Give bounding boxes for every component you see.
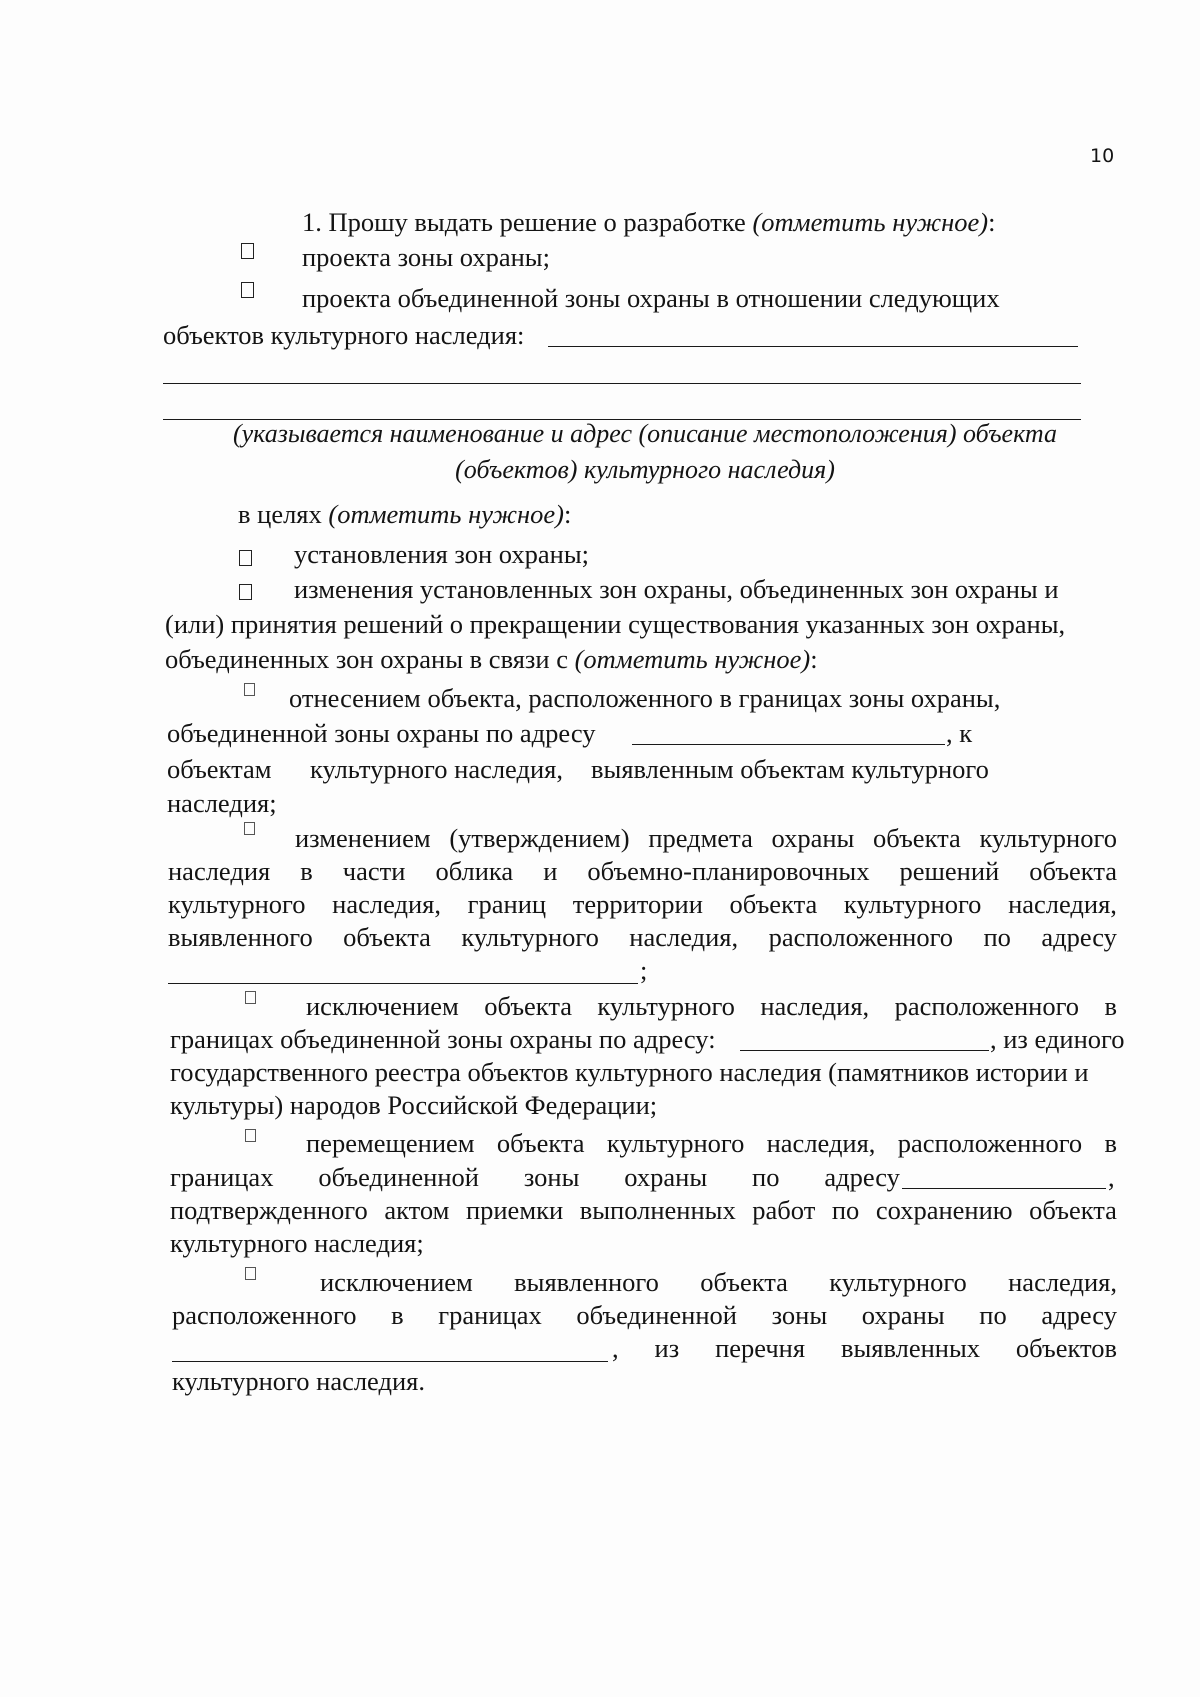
reason-1-address-line[interactable] <box>632 744 945 745</box>
r2-l2-w2: части <box>342 856 406 886</box>
checkbox-reason-reclassification[interactable] <box>244 683 255 696</box>
r2-l3-w3: территории <box>572 889 703 919</box>
request-intro-text: 1. Прошу выдать решение о разработке <box>302 207 753 237</box>
r4-l2-w1: объединенной <box>318 1162 479 1192</box>
r5-l2-w7: адресу <box>1041 1300 1117 1330</box>
reason-3-address-line[interactable] <box>740 1050 989 1051</box>
request-intro-note: (отметить нужное) <box>752 207 989 237</box>
reason-2-line-2 <box>168 854 1117 888</box>
r5-l1-w2: объекта <box>700 1267 788 1297</box>
r2-l4-w6: адресу <box>1041 922 1117 952</box>
checkbox-reason-relocation[interactable] <box>245 1129 256 1142</box>
r3-l1-w2: культурного <box>597 991 735 1021</box>
r2-l4-w1: объекта <box>343 922 431 952</box>
r4-l2-addr: адресу <box>824 1162 900 1192</box>
r5-l2-w2: границах <box>438 1300 542 1330</box>
r2-l2-w3: облика <box>435 856 514 886</box>
r4-l1-w4: расположенного <box>897 1128 1083 1158</box>
r2-l2-w4: и <box>543 856 558 886</box>
reason-4-line-2 <box>170 1160 900 1194</box>
r2-l2-w5: объемно-планировочных <box>587 856 870 886</box>
reason-5-line-2 <box>172 1298 1117 1332</box>
r4-l3-w4: работ <box>752 1195 816 1225</box>
r2-l1-w2: предмета <box>648 823 753 853</box>
option-project-united-zone: проекта объединенной зоны охраны в отношении следующих <box>302 283 1000 313</box>
r5-l2-w1: в <box>391 1300 404 1330</box>
reason-2-address-line[interactable] <box>168 983 638 984</box>
r3-l1-w4: расположенного <box>894 991 1080 1021</box>
request-intro <box>302 205 995 239</box>
r2-l4-w0: выявленного <box>168 922 313 952</box>
r4-l1-w0: перемещением <box>306 1128 475 1158</box>
checkbox-project-united-zone[interactable] <box>241 282 254 298</box>
checkbox-reason-subject-change[interactable] <box>244 822 255 835</box>
r2-l4-w5: по <box>983 922 1011 952</box>
reason-3-line-1 <box>306 989 1117 1023</box>
reason-4-line-4: культурного наследия; <box>170 1228 424 1258</box>
checkbox-establish-zones[interactable] <box>239 550 252 566</box>
reason-2-line-3 <box>168 887 1117 921</box>
r5-l2-w6: по <box>979 1300 1007 1330</box>
r4-l3-w0: подтвержденного <box>170 1195 368 1225</box>
r2-l2-w7: объекта <box>1029 856 1117 886</box>
r2-l1-w1: (утверждением) <box>449 823 630 853</box>
r5-l3-w2: перечня <box>715 1333 806 1363</box>
reason-1-line-2b: , к <box>946 718 973 748</box>
option-project-zone: проекта зоны охраны; <box>302 242 550 272</box>
r3-l1-w5: в <box>1104 991 1117 1021</box>
r1-l3-w2: выявленным объектам культурного <box>591 754 989 784</box>
purpose-intro-note: (отметить нужное) <box>328 499 565 529</box>
reason-3-line-4: культуры) народов Российской Федерации; <box>170 1090 658 1120</box>
reason-4-address-line[interactable] <box>902 1188 1106 1189</box>
r2-l3-w0: культурного <box>168 889 306 919</box>
reason-1-line-4: наследия; <box>167 788 277 818</box>
r2-l4-w3: наследия, <box>629 922 739 952</box>
purpose-intro-text: в целях <box>238 499 329 529</box>
r1-l3-w1: культурного наследия, <box>310 754 563 784</box>
objects-label: объектов культурного наследия: <box>163 320 525 350</box>
option-change-zones-note: (отметить нужное) <box>574 644 811 674</box>
r4-l2-w0: границах <box>170 1162 274 1192</box>
r2-l4-w2: культурного <box>461 922 599 952</box>
reason-4-line-1 <box>306 1126 1117 1160</box>
r2-l2-w1: в <box>300 856 313 886</box>
r5-l2-w4: зоны <box>771 1300 828 1330</box>
r4-l1-w2: культурного <box>606 1128 745 1158</box>
reason-5-line-1 <box>320 1265 1117 1299</box>
r3-l1-w1: объекта <box>484 991 572 1021</box>
r4-l3-w1: актом <box>384 1195 450 1225</box>
reason-3-line-2b: , из единого <box>990 1024 1125 1054</box>
r2-l2-w0: наследия <box>168 856 271 886</box>
reason-3-line-2a: границах объединенной зоны охраны по адресу: <box>170 1024 716 1054</box>
page-number: 10 <box>1090 145 1115 167</box>
objects-input-line-1[interactable] <box>548 346 1078 347</box>
reason-1-line-3 <box>167 752 1002 786</box>
purpose-intro-colon: : <box>564 499 572 529</box>
reason-2-line-1 <box>295 821 1117 855</box>
r2-l1-w4: объекта <box>873 823 961 853</box>
r4-l2-w4: по <box>752 1162 780 1192</box>
option-establish-zones: установления зон охраны; <box>294 539 590 569</box>
r5-l3-w1: из <box>654 1333 680 1363</box>
reason-5-line-4: культурного наследия. <box>172 1366 425 1396</box>
r4-l3-w2: приемки <box>465 1195 564 1225</box>
r5-l3-w0: , <box>612 1333 619 1363</box>
r4-l3-w5: по <box>831 1195 860 1225</box>
r2-l1-w3: охраны <box>771 823 855 853</box>
r5-l2-w3: объединенной <box>576 1300 737 1330</box>
reason-4-line-2-end: , <box>1108 1162 1115 1192</box>
reason-1-line-1: отнесением объекта, расположенного в границах зоны охраны, <box>289 683 1001 713</box>
reason-2-line-4 <box>168 920 1117 954</box>
r5-l1-w1: выявленного <box>514 1267 659 1297</box>
option-change-zones-line-2: (или) принятия решений о прекращении существования указанных зон охраны, <box>165 609 1066 639</box>
r4-l3-w3: выполненных <box>579 1195 736 1225</box>
r4-l1-w3: наследия, <box>766 1128 876 1158</box>
option-change-zones-line-1: изменения установленных зон охраны, объединенных зон охраны и <box>294 574 1059 604</box>
r2-l3-w2: границ <box>467 889 547 919</box>
checkbox-reason-exclusion-registry[interactable] <box>245 991 256 1004</box>
reason-1-line-2a: объединенной зоны охраны по адресу <box>167 718 596 748</box>
reason-5-address-line[interactable] <box>172 1361 608 1362</box>
r1-l3-w0: объектам <box>167 754 272 784</box>
reason-4-line-3 <box>170 1193 1117 1227</box>
r4-l2-w2: зоны <box>523 1162 580 1192</box>
r2-l3-w6: наследия, <box>1008 889 1117 919</box>
r2-l4-w4: расположенного <box>768 922 954 952</box>
r2-l3-w5: культурного <box>843 889 982 919</box>
r4-l3-w7: объекта <box>1029 1195 1117 1225</box>
r2-l2-w6: решений <box>899 856 1000 886</box>
r5-l1-w3: культурного <box>829 1267 967 1297</box>
reason-3-line-3: государственного реестра объектов культурного наследия (памятников истории и <box>170 1057 1089 1087</box>
r4-l1-w5: в <box>1104 1128 1117 1158</box>
reason-5-line-3 <box>612 1331 1117 1365</box>
r2-l1-w5: культурного <box>979 823 1117 853</box>
r2-l3-w1: наследия, <box>332 889 441 919</box>
r3-l1-w3: наследия, <box>760 991 870 1021</box>
objects-input-line-2[interactable] <box>163 383 1081 384</box>
r2-l1-w0: изменением <box>295 823 431 853</box>
r5-l1-w4: наследия, <box>1008 1267 1117 1297</box>
request-intro-colon: : <box>988 207 996 237</box>
r2-l3-w4: объекта <box>729 889 818 919</box>
option-change-zones-line-3-text: объединенных зон охраны в связи с <box>165 644 575 674</box>
r5-l2-w5: охраны <box>861 1300 945 1330</box>
object-note-line-2: (объектов) культурного наследия) <box>455 455 835 484</box>
r4-l2-w3: охраны <box>624 1162 708 1192</box>
option-change-zones-line-3 <box>165 642 818 676</box>
checkbox-change-zones[interactable] <box>239 584 252 600</box>
r5-l1-w0: исключением <box>320 1267 473 1297</box>
r3-l1-w0: исключением <box>306 991 459 1021</box>
option-change-zones-colon: : <box>810 644 818 674</box>
purpose-intro <box>238 497 571 531</box>
checkbox-reason-exclusion-list[interactable] <box>245 1267 256 1280</box>
r5-l2-w0: расположенного <box>172 1300 357 1330</box>
checkbox-project-zone[interactable] <box>241 243 254 259</box>
r4-l3-w6: сохранению <box>875 1195 1013 1225</box>
reason-2-line-5: ; <box>640 955 648 985</box>
object-note-line-1: (указывается наименование и адрес (описание местоположения) объекта <box>232 419 1058 448</box>
r5-l3-w3: выявленных <box>840 1333 981 1363</box>
r4-l1-w1: объекта <box>496 1128 585 1158</box>
r5-l3-w4: объектов <box>1015 1333 1117 1363</box>
